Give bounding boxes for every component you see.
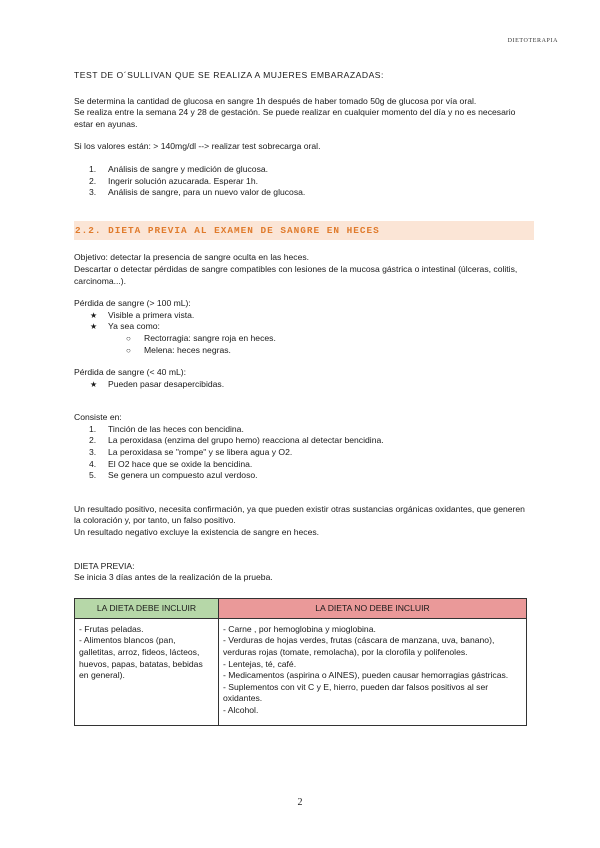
star-bullet-icon: ★ bbox=[90, 322, 98, 332]
cell-no-debe-incluir bbox=[219, 618, 527, 725]
list-item: 1. Tinción de las heces con bencidina. bbox=[89, 423, 244, 434]
col-debe-incluir: LA DIETA DEBE INCLUIR bbox=[75, 598, 219, 618]
osullivan-steps bbox=[74, 164, 534, 199]
dieta-inicio: Se inicia 3 días antes de la realización de la prueba. bbox=[74, 572, 273, 583]
table-row bbox=[75, 618, 527, 725]
list-item: 3. Análisis de sangre, para un nuevo valor de glucosa. bbox=[89, 187, 306, 198]
consiste-steps bbox=[74, 424, 534, 482]
list-item: ○ Rectorragia: sangre roja en heces. bbox=[126, 332, 276, 343]
dieta-label: DIETA PREVIA: bbox=[74, 560, 135, 571]
list-item: ★ Ya sea como: bbox=[90, 321, 160, 332]
list-item: 5. Se genera un compuesto azul verdoso. bbox=[89, 470, 258, 481]
star-bullet-icon: ★ bbox=[90, 310, 98, 320]
osullivan-paragraph-2: Se realiza entre la semana 24 y 28 de gestación. Se puede realizar en cualquier momento del día y no es necesario estar en ayunas. bbox=[74, 107, 516, 129]
resultado-negativo: Un resultado negativo excluye la existencia de sangre en heces. bbox=[74, 527, 320, 538]
page-content bbox=[74, 70, 534, 726]
resultado-positivo: Un resultado positivo, necesita confirmación, ya que pueden existir otras sustancias orgánicas oxidantes, que generen la coloración y, por tanto, un falso positivo. bbox=[74, 503, 525, 526]
section-heading: 2.2. DIETA PREVIA AL EXAMEN DE SANGRE EN HECES bbox=[74, 221, 534, 241]
list-item: - Medicamentos (aspirina o AINES), pueden causar hemorragias gástricas. bbox=[223, 670, 509, 681]
page-number: 2 bbox=[297, 797, 303, 808]
star-bullet-icon: ★ bbox=[90, 379, 98, 389]
diet-table bbox=[74, 598, 527, 726]
col-no-debe-incluir: LA DIETA NO DEBE INCLUIR bbox=[219, 598, 527, 618]
list-item: - Alcohol. bbox=[223, 704, 259, 715]
list-item: 4. El O2 hace que se oxide la bencidina. bbox=[89, 458, 253, 469]
list-item: - Lentejas, té, café. bbox=[223, 658, 297, 669]
circle-bullet-icon: ○ bbox=[126, 333, 131, 343]
descartar-text: Descartar o detectar pérdidas de sangre compatibles con lesiones de la mucosa gástrica o intestinal (úlceras, colitis, carcinoma...). bbox=[74, 263, 518, 286]
list-item: ★ Visible a primera vista. bbox=[90, 309, 195, 320]
list-item: 1. Análisis de sangre y medición de glucosa. bbox=[89, 163, 269, 174]
table-header-row bbox=[75, 598, 527, 618]
list-item: - Suplementos con vit C y E, hierro, pueden dar falsos positivos al ser oxidantes. bbox=[223, 681, 489, 704]
objetivo-text: Objetivo: detectar la presencia de sangre oculta en las heces. bbox=[74, 252, 310, 263]
list-item: - Frutas peladas. bbox=[79, 623, 144, 634]
circle-bullet-icon: ○ bbox=[126, 345, 131, 355]
list-item: - Verduras de hojas verdes, frutas (cáscara de manzana, uva, banano), verduras rojas (tomate, remolacha), por la clorofila y polifenoles. bbox=[223, 635, 495, 657]
osullivan-paragraph-1: Se determina la cantidad de glucosa en sangre 1h después de haber tomado 50g de glucosa por vía oral. bbox=[74, 95, 477, 106]
list-item: ★ Pueden pasar desapercibidas. bbox=[90, 378, 225, 389]
list-item: - Carne , por hemoglobina y mioglobina. bbox=[223, 623, 376, 634]
list-item: ○ Melena: heces negras. bbox=[126, 344, 231, 355]
perdida-alta-label: Pérdida de sangre (> 100 mL): bbox=[74, 298, 191, 309]
perdida-baja-label: Pérdida de sangre (< 40 mL): bbox=[74, 367, 187, 378]
consiste-label: Consiste en: bbox=[74, 412, 122, 423]
cell-debe-incluir bbox=[75, 618, 219, 725]
list-item: 2. La peroxidasa (enzima del grupo hemo) reacciona al detectar bencidina. bbox=[89, 435, 384, 446]
osullivan-paragraph-3: Si los valores están: > 140mg/dl --> realizar test sobrecarga oral. bbox=[74, 141, 321, 152]
list-item: - Alimentos blancos (pan, galletitas, arroz, fideos, lácteos, huevos, papas, batatas, bebidas en general). bbox=[79, 635, 203, 681]
running-header: DIETOTERAPIA bbox=[507, 38, 558, 44]
list-item: 2. Ingerir solución azucarada. Esperar 1h. bbox=[89, 175, 258, 186]
list-item: 3. La peroxidasa se "rompe" y se libera agua y O2. bbox=[89, 447, 293, 458]
osullivan-title: TEST DE O´SULLIVAN QUE SE REALIZA A MUJERES EMBARAZADAS: bbox=[74, 70, 384, 80]
